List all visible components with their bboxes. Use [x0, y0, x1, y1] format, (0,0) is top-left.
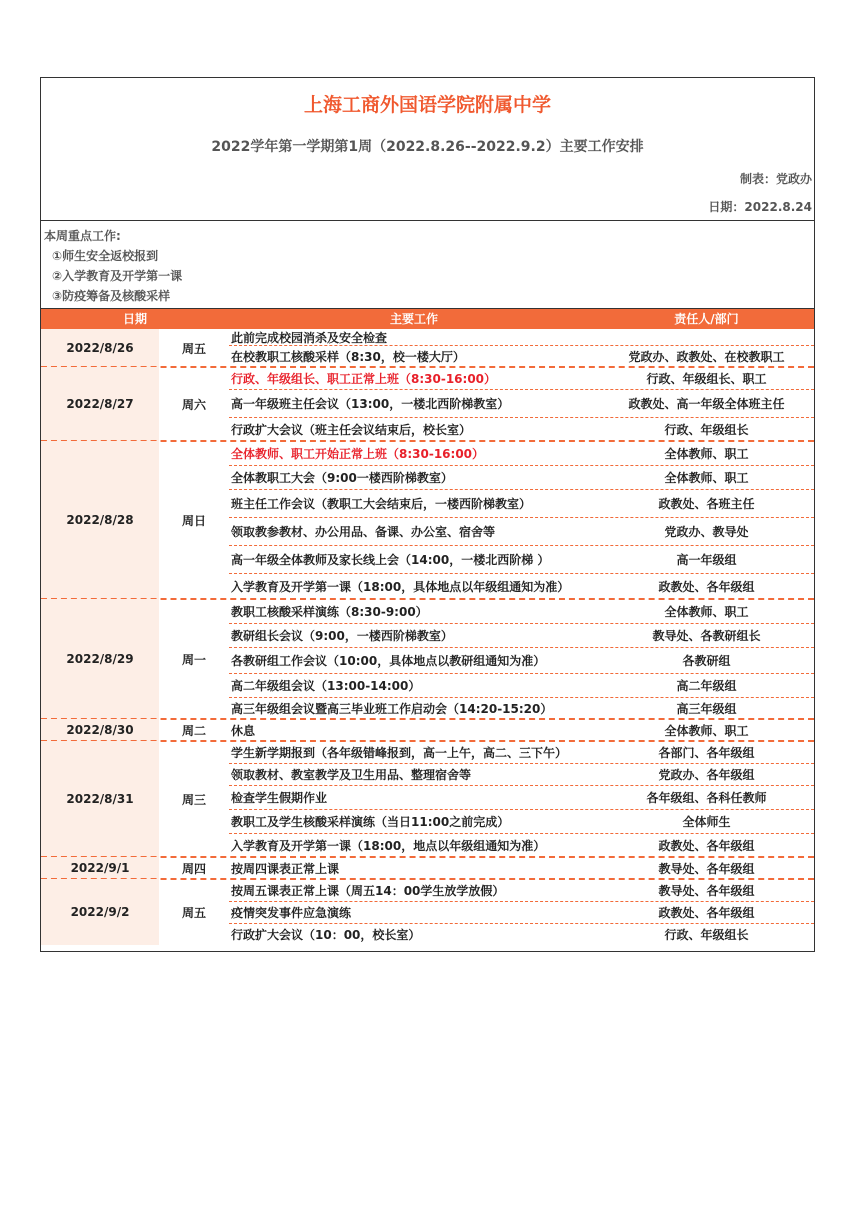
work-item-text: 行政扩大会议（班主任会议结束后，校长室） — [231, 423, 472, 437]
sheet-header — [41, 78, 814, 221]
work-item-text: 高三年级组会议暨高三毕业班工作启动会（14:20-15:20） — [231, 702, 553, 716]
work-item-text: 入学教育及开学第一课（18:00，地点以年级组通知为准） — [231, 839, 546, 853]
table-row — [229, 623, 814, 647]
owner-dept-text: 政教处、各年级组 — [658, 580, 755, 594]
owner-dept-text: 行政、年级组长 — [664, 928, 749, 942]
work-item-text: 入学教育及开学第一课（18:00，具体地点以年级组通知为准） — [231, 580, 570, 594]
owner-dept-text: 全体师生 — [682, 815, 731, 829]
table-row — [229, 367, 814, 389]
work-item-text: 在校教职工核酸采样（8:30，校一楼大厅） — [231, 350, 465, 364]
table-row — [229, 901, 814, 923]
work-item-text: 按周四课表正常上课 — [231, 862, 340, 876]
column-header-date: 日期 — [122, 312, 147, 326]
owner-dept-text: 全体教师、职工 — [664, 605, 749, 619]
work-item-text: 检查学生假期作业 — [231, 791, 328, 805]
weekday-cell: 周日 — [181, 513, 206, 528]
work-item-text: 按周五课表正常上课（周五14：00学生放学放假） — [231, 884, 505, 898]
table-row — [229, 647, 814, 673]
owner-dept-text: 全体教师、职工 — [664, 724, 749, 738]
work-item-text: 教职工及学生核酸采样演练（当日11:00之前完成） — [231, 815, 510, 829]
table-header — [41, 309, 814, 329]
owner-dept-text: 教导处、各教研组长 — [652, 629, 761, 643]
owner-dept-text: 教导处、各年级组 — [658, 884, 755, 898]
date-cell: 2022/9/1 — [41, 857, 159, 879]
owner-dept-text: 各年级组、各科任教师 — [646, 791, 767, 805]
date-cell: 2022/8/29 — [41, 599, 159, 719]
weekday-cell: 周五 — [181, 341, 206, 356]
table-row — [229, 329, 814, 345]
table-row — [229, 465, 814, 489]
table-row — [229, 857, 814, 879]
date-cell: 2022/8/30 — [41, 719, 159, 741]
focus-item: ②入学教育及开学第一课 — [52, 269, 183, 283]
weekday-cell: 周四 — [181, 861, 206, 876]
owner-dept-text: 党政办、政教处、在校教职工 — [628, 350, 785, 364]
owner-dept-text: 行政、年级组长、职工 — [646, 372, 767, 386]
table-row — [229, 573, 814, 599]
date-cell: 2022/9/2 — [41, 879, 159, 945]
table-row — [229, 417, 814, 441]
work-item-text: 班主任工作会议（教职工大会结束后，一楼西阶梯教室） — [231, 497, 532, 511]
weekday-cell: 周三 — [181, 792, 206, 807]
table-row — [229, 697, 814, 719]
table-row — [229, 785, 814, 809]
owner-dept-text: 全体教师、职工 — [664, 447, 749, 461]
work-item-text: 行政扩大会议（10：00，校长室） — [231, 928, 421, 942]
table-row — [229, 673, 814, 697]
focus-item: ①师生安全返校报到 — [52, 249, 159, 263]
column-header-owner: 责任人/部门 — [674, 312, 739, 326]
work-item-text: 高一年级全体教师及家长线上会（14:00，一楼北西阶梯 ） — [231, 553, 550, 567]
table-row — [229, 879, 814, 901]
owner-dept-text: 行政、年级组长 — [664, 423, 749, 437]
school-title: 上海工商外国语学院附属中学 — [303, 94, 551, 116]
owner-dept-text: 各部门、各年级组 — [658, 746, 755, 760]
table-row — [229, 599, 814, 623]
weekly-focus — [41, 221, 814, 309]
work-item-text: 全体教师、职工开始正常上班（8:30-16:00） — [231, 447, 485, 461]
table-row — [229, 517, 814, 545]
work-item-text: 各教研组工作会议（10:00，具体地点以教研组通知为准） — [231, 654, 546, 668]
owner-dept-text: 党政办、各年级组 — [658, 768, 755, 782]
work-item-text: 教研组长会议（9:00，一楼西阶梯教室） — [231, 629, 453, 643]
table-row — [229, 441, 814, 465]
work-item-text: 疫情突发事件应急演练 — [231, 906, 352, 920]
column-header-work: 主要工作 — [389, 312, 438, 326]
date-cell: 2022/8/27 — [41, 367, 159, 441]
weekday-cell: 周一 — [181, 652, 206, 667]
owner-dept-text: 政教处、各班主任 — [658, 497, 755, 511]
work-item-text: 领取教材、教室教学及卫生用品、整理宿舍等 — [231, 768, 472, 782]
owner-dept-text: 政教处、各年级组 — [658, 839, 755, 853]
owner-dept-text: 政教处、高一年级全体班主任 — [628, 397, 785, 411]
maker-label: 制表：党政办 — [739, 172, 812, 186]
owner-dept-text: 教导处、各年级组 — [658, 862, 755, 876]
weekday-cell: 周六 — [181, 397, 206, 412]
table-row — [229, 741, 814, 763]
table-row — [229, 923, 814, 945]
table-row — [229, 809, 814, 833]
owner-dept-text: 高一年级组 — [676, 553, 737, 567]
owner-dept-text: 高二年级组 — [676, 679, 737, 693]
owner-dept-text: 各教研组 — [682, 654, 731, 668]
table-row — [229, 545, 814, 573]
work-item-text: 全体教职工大会（9:00一楼西阶梯教室） — [231, 471, 453, 485]
work-item-text: 行政、年级组长、职工正常上班（8:30-16:00） — [231, 372, 497, 386]
date-cell: 2022/8/28 — [41, 441, 159, 599]
work-item-text: 教职工核酸采样演练（8:30-9:00） — [231, 605, 428, 619]
weekday-cell: 周二 — [181, 723, 206, 738]
table-row — [229, 719, 814, 741]
schedule-sheet — [40, 77, 815, 952]
owner-dept-text: 高三年级组 — [676, 702, 737, 716]
work-item-text: 学生新学期报到（各年级错峰报到，高一上午，高二、三下午） — [231, 746, 568, 760]
table-row — [229, 345, 814, 367]
work-item-text: 休息 — [231, 724, 256, 738]
table-row — [229, 763, 814, 785]
date-cell: 2022/8/26 — [41, 329, 159, 367]
owner-dept-text: 全体教师、职工 — [664, 471, 749, 485]
focus-title: 本周重点工作: — [44, 229, 121, 243]
owner-dept-text: 政教处、各年级组 — [658, 906, 755, 920]
table-row — [229, 833, 814, 857]
date-label: 日期：2022.8.24 — [708, 200, 812, 214]
owner-dept-text: 党政办、教导处 — [664, 525, 749, 539]
weekday-cell: 周五 — [181, 905, 206, 920]
table-row — [229, 389, 814, 417]
schedule-subtitle: 2022学年第一学期第1周（2022.8.26--2022.9.2）主要工作安排 — [211, 139, 644, 155]
table-row — [229, 489, 814, 517]
work-item-text: 高一年级班主任会议（13:00，一楼北西阶梯教室） — [231, 397, 510, 411]
work-item-text: 领取教参教材、办公用品、备课、办公室、宿舍等 — [231, 525, 496, 539]
date-cell: 2022/8/31 — [41, 741, 159, 857]
work-item-text: 此前完成校园消杀及安全检查 — [231, 331, 388, 345]
focus-item: ③防疫筹备及核酸采样 — [52, 289, 171, 303]
work-item-text: 高二年级组会议（13:00-14:00） — [231, 679, 421, 693]
